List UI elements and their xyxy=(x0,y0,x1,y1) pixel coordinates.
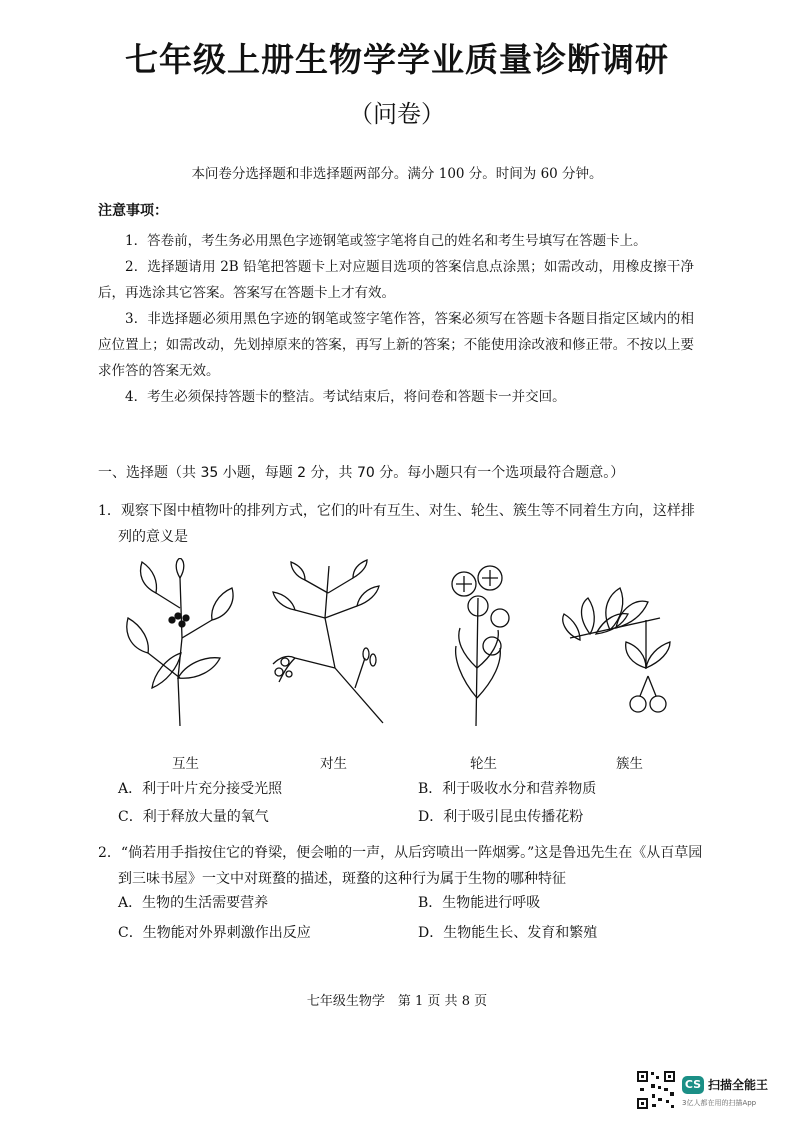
notice-item: 1．答卷前，考生务必用黑色字迹钢笔或签字笔将自己的姓名和考生号填写在答题卡上。 xyxy=(125,233,647,249)
notice-item: 2．选择题请用 2B 铅笔把答题卡上对应题目选项的答案信息点涂黑；如需改动，用橡皮擦干净后，再选涂其它答案。答案写在答题卡上才有效。 xyxy=(98,259,694,301)
scanner-app-name: 扫描全能王 xyxy=(708,1078,769,1092)
exam-intro: 本问卷分选择题和非选择题两部分。满分 100 分。时间为 60 分钟。 xyxy=(191,166,603,182)
q1-option-d: D．利于吸引昆虫传播花粉 xyxy=(418,809,584,825)
question-1 xyxy=(98,498,704,550)
clustered-leaf-plant-drawing xyxy=(560,558,675,728)
q2-option-c: C．生物能对外界刺激作出反应 xyxy=(118,925,311,941)
notice-heading: 注意事项： xyxy=(98,203,168,219)
scanner-tagline: 3亿人都在用的扫描App xyxy=(682,1099,757,1107)
q1-option-c: C．利于释放大量的氧气 xyxy=(118,809,269,825)
notice-item: 4．考生必须保持答题卡的整洁。考试结束后，将问卷和答题卡一并交回。 xyxy=(125,389,566,405)
question-2 xyxy=(98,840,704,892)
figure-label-opposite: 对生 xyxy=(320,756,347,772)
whorled-leaf-plant-drawing xyxy=(430,558,525,728)
q1-option-b: B．利于吸收水分和营养物质 xyxy=(418,781,597,797)
figure-label-clustered: 簇生 xyxy=(616,756,643,772)
figure-label-alternate: 互生 xyxy=(172,756,199,772)
q2-option-b: B．生物能进行呼吸 xyxy=(418,895,541,911)
scanner-watermark xyxy=(636,1070,786,1116)
question-stem: 1．观察下图中植物叶的排列方式，它们的叶有互生、对生、轮生、簇生等不同着生方向，这样排列的意义是 xyxy=(98,503,695,545)
q2-option-d: D．生物能生长、发育和繁殖 xyxy=(418,925,598,941)
leaf-arrangement-figure xyxy=(120,558,680,738)
notice-item: 3．非选择题必须用黑色字迹的钢笔或签字笔作答，答案必须写在答题卡各题目指定区域内的相应位置上；如需改动，先划掉原来的答案，再写上新的答案；不能使用涂改液和修正带。不按以上要求作答的答案无效。 xyxy=(98,311,694,379)
scanner-logo: CS xyxy=(682,1076,704,1094)
figure-label-whorled: 轮生 xyxy=(470,756,497,772)
page-subtitle: （问卷） xyxy=(349,100,445,128)
q2-option-a: A．生物的生活需要营养 xyxy=(118,895,269,911)
question-stem: 2．“倘若用手指按住它的脊梁，便会啪的一声，从后窍喷出一阵烟雾。”这是鲁迅先生在《从百草园到三味书屋》一文中对斑蝥的描述，斑蝥的这种行为属于生物的哪种特征 xyxy=(98,845,703,887)
alternate-leaf-plant-drawing xyxy=(120,558,240,728)
page-footer: 七年级生物学 第 1 页 共 8 页 xyxy=(306,994,488,1009)
page-title: 七年级上册生物学学业质量诊断调研 xyxy=(125,40,669,79)
opposite-leaf-plant-drawing xyxy=(265,558,390,728)
section-heading: 一、选择题（共 35 小题，每题 2 分，共 70 分。每小题只有一个选项最符合题意。） xyxy=(98,465,625,481)
qr-code-icon xyxy=(636,1070,676,1110)
q1-option-a: A．利于叶片充分接受光照 xyxy=(118,781,283,797)
notice-list xyxy=(98,228,694,410)
